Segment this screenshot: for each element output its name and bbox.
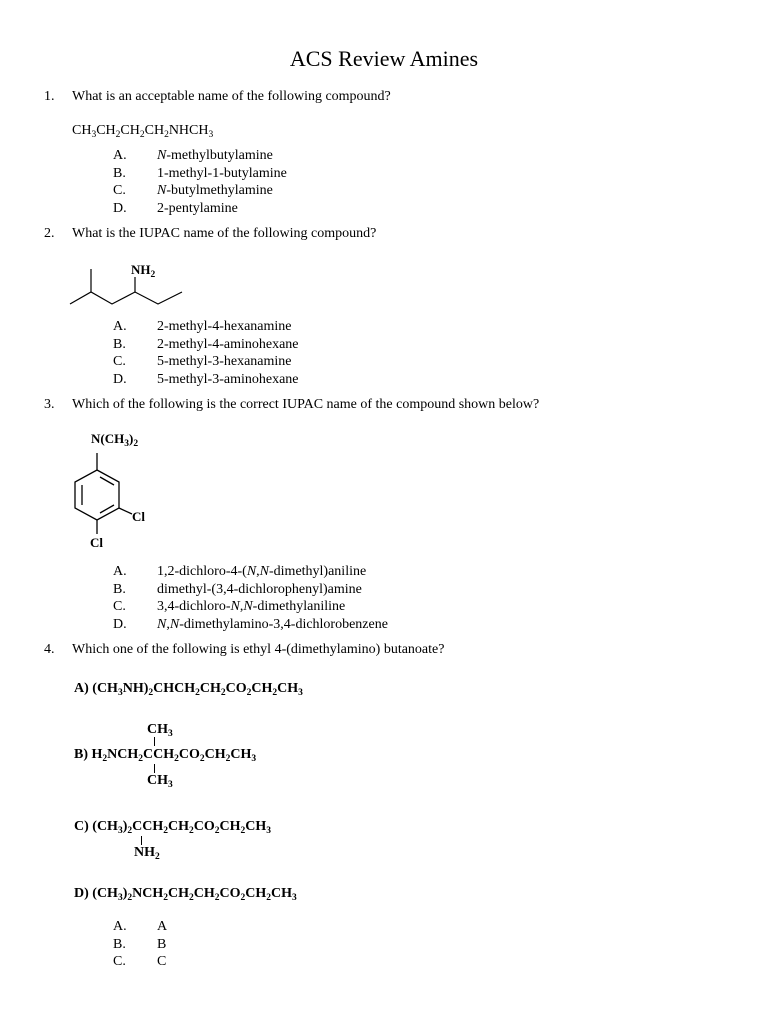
choice-c-amine: $NH_2$ (134, 845, 160, 862)
option-d[interactable]: D. 2-pentylamine (113, 200, 238, 216)
choice-b-top-methyl: $CH_3$ (147, 722, 173, 739)
question-text: What is the IUPAC name of the following compound? (72, 226, 377, 241)
chloro-label-right: Cl (132, 509, 145, 524)
choice-c-formula: C) $(CH_3)_2CCH_2CH_2CO_2CH_2CH_3$ (74, 819, 271, 836)
choice-b-formula: B) $H_2NCH_2CCH_2CO_2CH_2CH_3$ (74, 747, 257, 764)
option-b[interactable]: B. dimethyl-(3,4-dichlorophenyl)amine (113, 581, 362, 597)
question-number: 2. (44, 226, 55, 241)
option-a[interactable]: A. N-methylbutylamine (113, 148, 273, 163)
question-text: Which of the following is the correct IUPAC name of the compound shown below? (72, 397, 540, 412)
chloro-label-bottom: Cl (90, 535, 103, 550)
bond-line (141, 836, 142, 845)
bond-line (154, 764, 155, 773)
benzene-ring-structure (64, 450, 144, 540)
option-a[interactable]: A. 2-methyl-4-hexanamine (113, 319, 292, 334)
option-b[interactable]: B. 2-methyl-4-aminohexane (113, 336, 299, 352)
question-3 (0, 396, 768, 414)
page-title: ACS Review Amines (289, 46, 479, 71)
option-b[interactable]: B. B (113, 936, 167, 952)
option-a[interactable]: A. A (113, 919, 168, 934)
compound-formula: $CH_3CH_2CH_2CH_2NHCH_3$ (72, 123, 214, 140)
option-c[interactable]: C. N-butylmethylamine (113, 183, 273, 198)
option-c[interactable]: C. 3,4-dichloro-N,N-dimethylaniline (113, 599, 346, 614)
option-b[interactable]: B. 1-methyl-1-butylamine (113, 165, 287, 181)
option-a[interactable]: A. 1,2-dichloro-4-(N,N-dimethyl)aniline (113, 564, 367, 579)
question-4 (0, 641, 768, 659)
question-number: 4. (44, 642, 55, 657)
answer-options (113, 318, 299, 388)
option-c[interactable]: C. C (113, 954, 167, 969)
bond-line (154, 737, 155, 746)
option-c[interactable]: C. 5-methyl-3-hexanamine (113, 354, 292, 369)
question-text: Which one of the following is ethyl 4-(dimethylamino) butanoate? (72, 642, 445, 657)
option-d[interactable]: D. N,N-dimethylamino-3,4-dichlorobenzene (113, 616, 388, 632)
answer-options (113, 563, 388, 633)
option-d[interactable]: D. 5-methyl-3-aminohexane (113, 371, 299, 387)
question-1 (0, 88, 768, 106)
answer-options (113, 147, 287, 217)
question-2 (0, 225, 768, 243)
answer-options (113, 918, 167, 971)
question-number: 3. (44, 397, 55, 412)
choice-a-formula: A) $(CH_3NH)_2CHCH_2CH_2CO_2CH_2CH_3$ (74, 681, 303, 698)
dimethylamino-label: $N(CH_3)_2$ (91, 431, 139, 449)
choice-d-formula: D) $(CH_3)_2NCH_2CH_2CH_2CO_2CH_2CH_3$ (74, 886, 297, 903)
choice-b-bottom-methyl: $CH_3$ (147, 773, 173, 790)
question-text: What is an acceptable name of the following compound? (72, 89, 391, 104)
amine-label: $NH_2$ (131, 262, 156, 280)
question-number: 1. (44, 89, 55, 104)
